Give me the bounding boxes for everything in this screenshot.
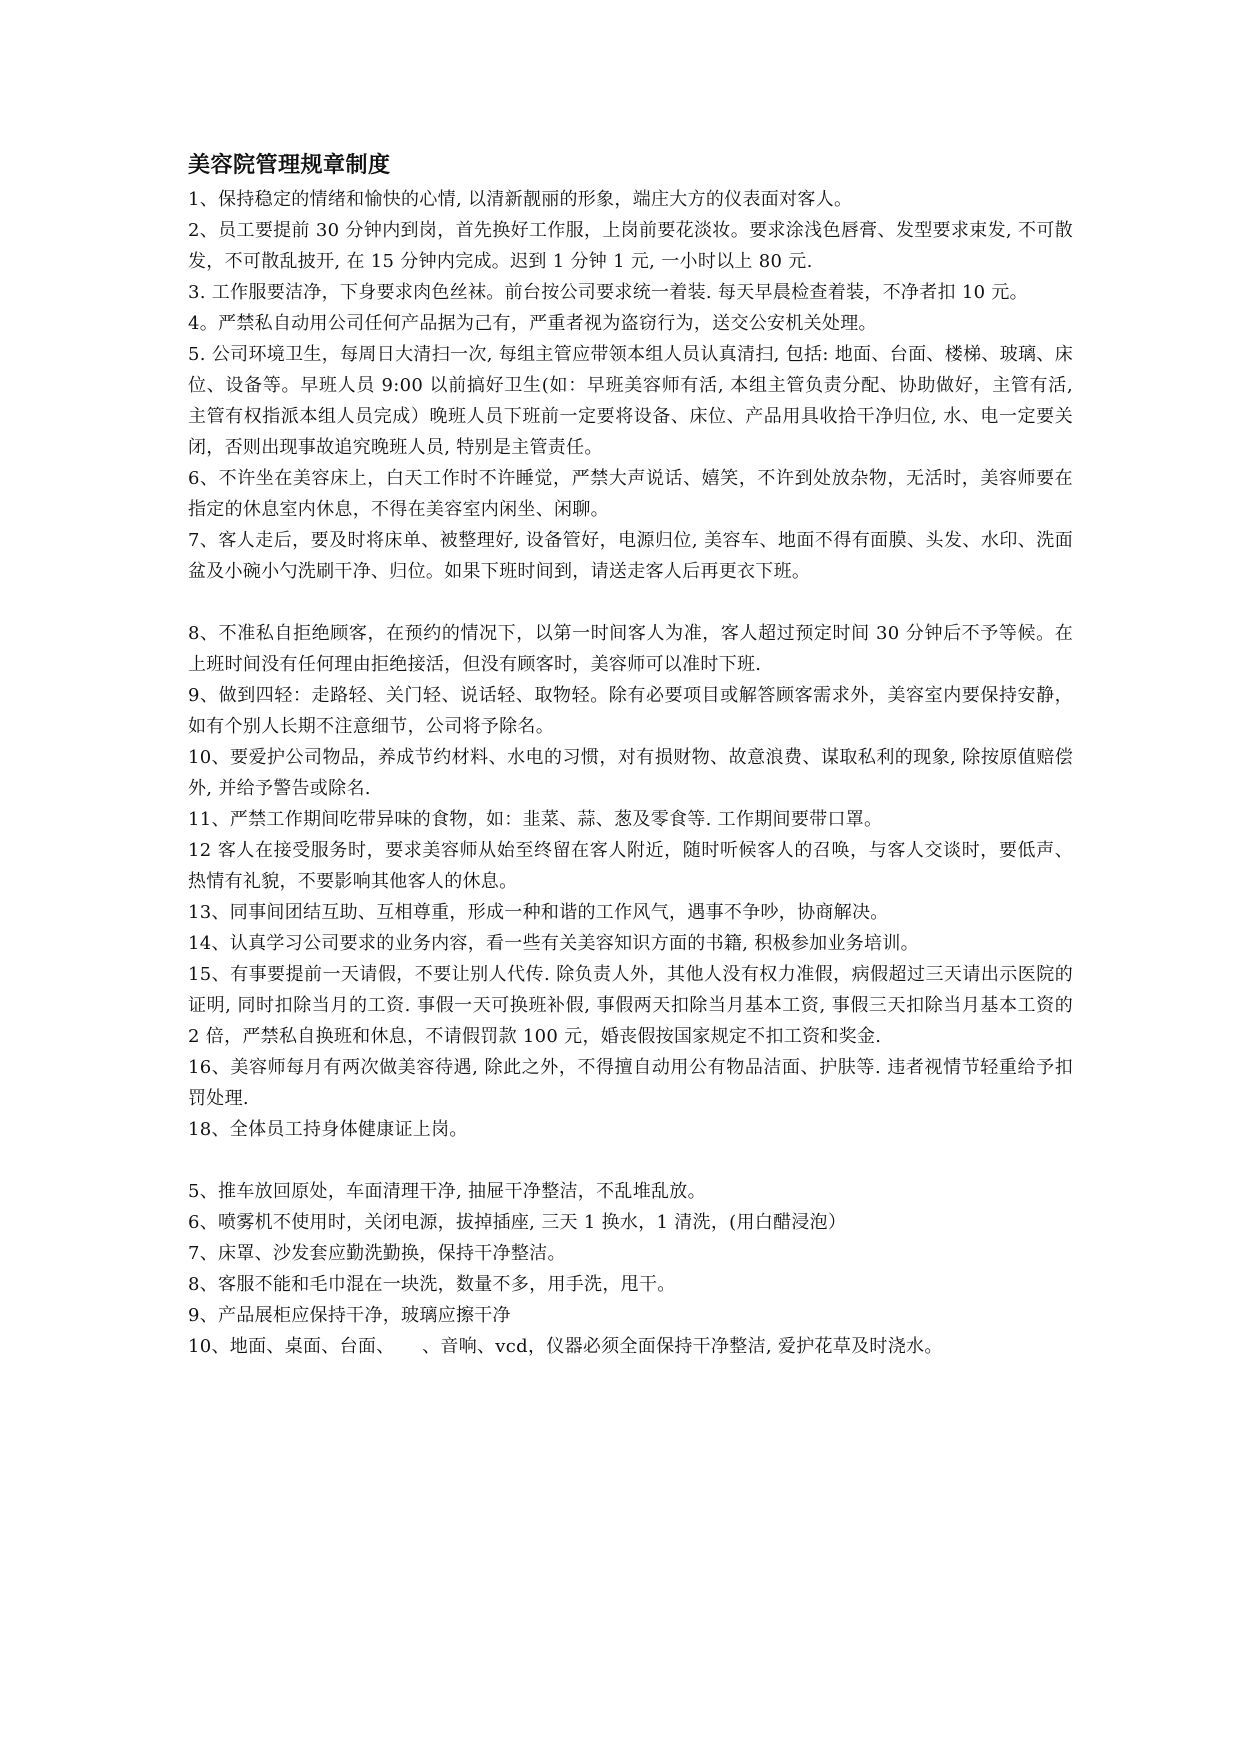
rule-paragraph: 10、要爱护公司物品，养成节约材料、水电的习惯，对有损财物、故意浪费、谋取私利的现象, 除按原值赔偿外, 并给予警告或除名. [188,747,1073,799]
document-page [188,150,1073,1362]
rule-paragraph: 5. 公司环境卫生，每周日大清扫一次, 每组主管应带领本组人员认真清扫, 包括: 地面、台面、楼梯、玻璃、床位、设备等。早班人员 9:00 以前搞好卫生(如：早班美容师有活, 本组主管负责分配、协助做好，主管有活, 主管有权指派本组人员完成）晚班人员下班前一定要将设备、床位、产品用具收拾干净归位, 水、电一定要关闭，否则出现事故追究晚班人员, 特别是主管责任。 [188,344,1073,458]
rule-paragraph: 4。严禁私自动用公司任何产品据为己有，严重者视为盗窃行为，送交公安机关处理。 [188,313,877,334]
rule-paragraph: 2、员工要提前 30 分钟内到岗，首先换好工作服，上岗前要花淡妆。要求涂浅色唇膏、发型要求束发, 不可散发，不可散乱披开, 在 15 分钟内完成。迟到 1 分钟 1 元, 一小时以上 80 元. [188,220,1073,272]
rule-paragraph: 9、做到四轻：走路轻、关门轻、说话轻、取物轻。除有必要项目或解答顾客需求外，美容室内要保持安静，如有个别人长期不注意细节，公司将予除名。 [188,685,1073,737]
hygiene-paragraph: 8、客服不能和毛巾混在一块洗，数量不多，用手洗，甩干。 [188,1274,676,1295]
rule-paragraph: 13、同事间团结互助、互相尊重，形成一种和谐的工作风气，遇事不争吵，协商解决。 [188,902,889,923]
rule-paragraph: 11、严禁工作期间吃带异味的食物，如：韭菜、蒜、葱及零食等. 工作期间要带口罩。 [188,809,883,830]
rule-paragraph: 18、全体员工持身体健康证上岗。 [188,1119,468,1140]
paragraph-gap [188,1145,1073,1176]
rule-paragraph: 3. 工作服要洁净，下身要求肉色丝袜。前台按公司要求统一着装. 每天早晨检查着装，不净者扣 10 元。 [188,282,1028,303]
rule-paragraph: 16、美容师每月有两次做美容待遇, 除此之外，不得擅自动用公有物品洁面、护肤等. 违者视情节轻重给予扣罚处理. [188,1057,1073,1109]
hygiene-paragraph: 5、推车放回原处，车面清理干净, 抽屉干净整洁，不乱堆乱放。 [188,1181,706,1202]
rule-paragraph: 7、客人走后，要及时将床单、被整理好, 设备管好，电源归位, 美容车、地面不得有面膜、头发、水印、洗面盆及小碗小勺洗刷干净、归位。如果下班时间到，请送走客人后再更衣下班。 [188,530,1073,582]
hygiene-paragraph: 7、床罩、沙发套应勤洗勤换，保持干净整洁。 [188,1243,566,1264]
hygiene-paragraph: 10、地面、桌面、台面、 、音响、vcd，仪器必须全面保持干净整洁, 爱护花草及时浇水。 [188,1336,943,1357]
rule-paragraph: 1、保持稳定的情绪和愉快的心情, 以清新靓丽的形象，端庄大方的仪表面对客人。 [188,189,853,210]
rule-paragraph: 12 客人在接受服务时，要求美容师从始至终留在客人附近，随时听候客人的召唤，与客人交谈时，要低声、热情有礼貌，不要影响其他客人的休息。 [188,840,1073,892]
hygiene-paragraph: 6、喷雾机不使用时，关闭电源，拔掉插座, 三天 1 换水，1 清洗，(用白醋浸泡） [188,1212,847,1233]
paragraph-gap [188,587,1073,618]
rule-paragraph: 15、有事要提前一天请假，不要让别人代传. 除负责人外，其他人没有权力准假，病假超过三天请出示医院的证明, 同时扣除当月的工资. 事假一天可换班补假, 事假两天扣除当月基本工资, 事假三天扣除当月基本工资的 2 倍，严禁私自换班和休息，不请假罚款 100 元，婚丧假按国家规定不扣工资和奖金. [188,964,1073,1047]
rule-paragraph: 8、不准私自拒绝顾客，在预约的情况下，以第一时间客人为准，客人超过预定时间 30 分钟后不予等候。在上班时间没有任何理由拒绝接活，但没有顾客时，美容师可以准时下班. [188,623,1073,675]
rule-paragraph: 6、不许坐在美容床上，白天工作时不许睡觉，严禁大声说话、嬉笑，不许到处放杂物，无活时，美容师要在指定的休息室内休息，不得在美容室内闲坐、闲聊。 [188,468,1073,520]
rule-paragraph: 14、认真学习公司要求的业务内容，看一些有关美容知识方面的书籍, 积极参加业务培训。 [188,933,919,954]
hygiene-paragraph: 9、产品展柜应保持干净，玻璃应擦干净 [188,1305,511,1326]
document-title: 美容院管理规章制度 [188,153,391,178]
